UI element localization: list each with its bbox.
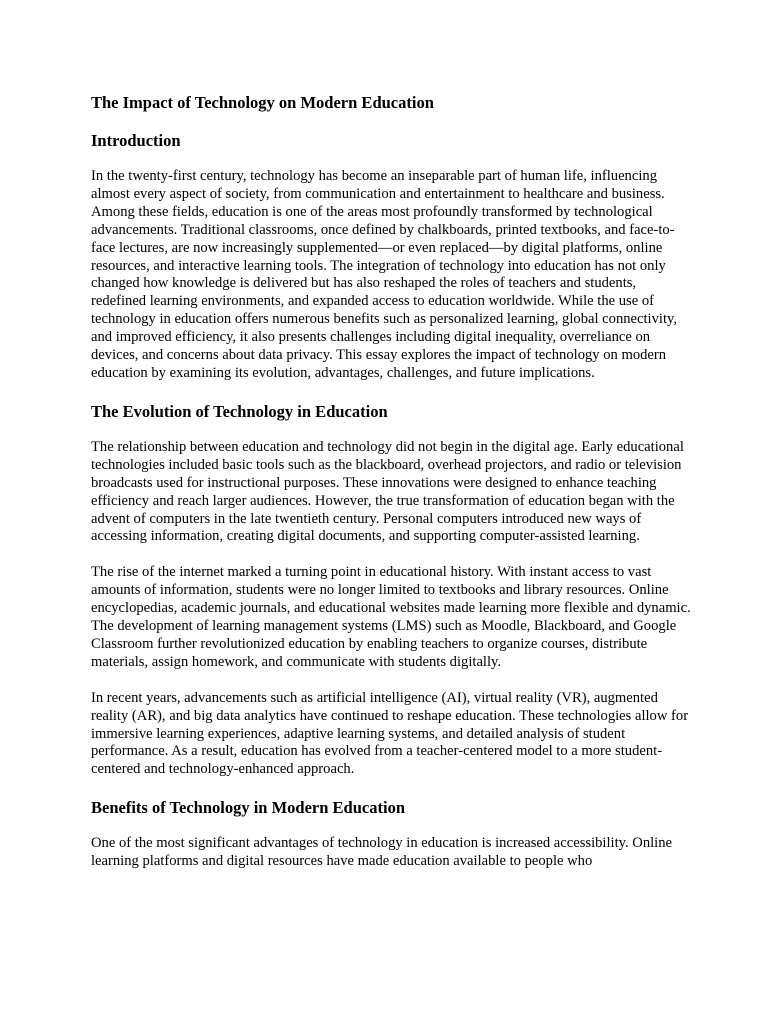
paragraph: In recent years, advancements such as artificial intelligence (AI), virtual reality (VR), augmented reality (AR), and big data analytics have continued to reshape education. These technologies allow for immersive learning experiences, adaptive learning systems, and detailed analysis of student performance. As a result, education has evolved from a teacher-centered model to a more student-centered and technology-enhanced approach.: [91, 689, 689, 778]
paragraph: The relationship between education and technology did not begin in the digital age. Early educational technologies included basic tools such as the blackboard, overhead projectors, and radio or television broadcasts used for instructional purposes. These innovations were designed to enhance teaching efficiency and reach larger audiences. However, the true transformation of education began with the advent of computers in the late twentieth century. Personal computers introduced new ways of accessing information, creating digital documents, and supporting computer-assisted learning.: [91, 438, 684, 545]
section-heading: The Evolution of Technology in Education: [91, 401, 388, 421]
document-page: [91, 92, 691, 871]
section-introduction: [91, 130, 691, 383]
document-title: The Impact of Technology on Modern Education: [91, 93, 434, 112]
section-heading: Introduction: [91, 131, 181, 150]
section-evolution: [91, 401, 691, 779]
section-heading: Benefits of Technology in Modern Education: [91, 798, 405, 818]
paragraph: In the twenty-first century, technology has become an inseparable part of human life, influencing almost every aspect of society, from communication and entertainment to healthcare and business. Among these fields, education is one of the areas most profoundly transformed by technological advancements. Traditional classrooms, once defined by chalkboards, printed textbooks, and face-to-face lectures, are now increasingly supplemented—or even replaced—by digital platforms, online resources, and interactive learning tools. The integration of technology into education has not only changed how knowledge is delivered but has also reshaped the roles of teachers and students, redefined learning environments, and expanded access to education worldwide. While the use of technology in education offers numerous benefits such as personalized learning, global connectivity, and improved efficiency, it also presents challenges including digital inequality, overreliance on devices, and concerns about data privacy. This essay explores the impact of technology on modern education by examining its evolution, advantages, challenges, and future implications.: [91, 168, 678, 381]
paragraph: One of the most significant advantages of technology in education is increased accessibility. Online learning platforms and digital resources have made education available to people who: [91, 835, 673, 870]
section-benefits: [91, 797, 691, 871]
paragraph: The rise of the internet marked a turning point in educational history. With instant access to vast amounts of information, students were no longer limited to textbooks and library resources. Online encyclopedias, academic journals, and educational websites made learning more flexible and dynamic. The development of learning management systems (LMS) such as Moodle, Blackboard, and Google Classroom further revolutionized education by enabling teachers to organize courses, distribute materials, assign homework, and communicate with students digitally.: [91, 564, 691, 670]
